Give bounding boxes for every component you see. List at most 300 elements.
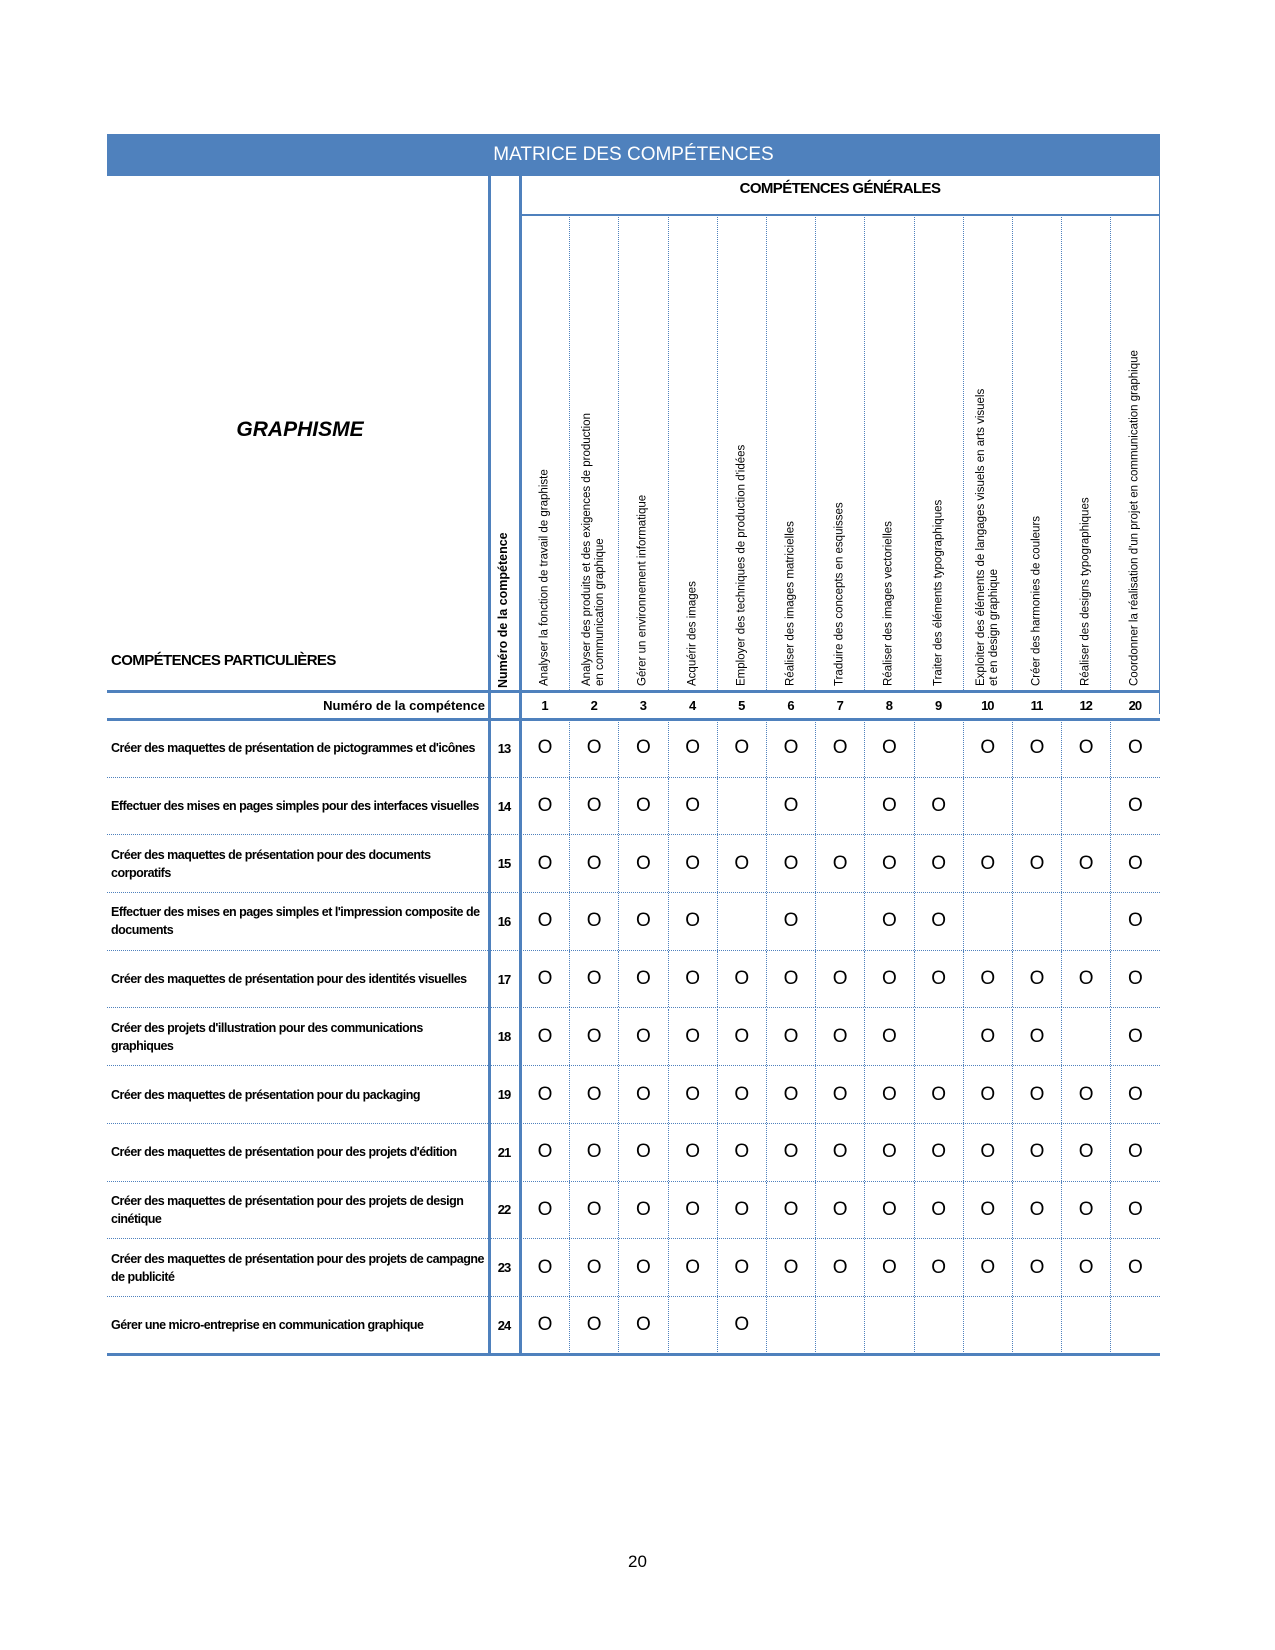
divider <box>1159 134 1160 714</box>
circle-mark-icon: O <box>980 1256 996 1278</box>
empty-cell <box>668 1297 717 1354</box>
circle-mark-icon: O <box>586 1025 602 1047</box>
circle-mark-icon: O <box>832 737 848 759</box>
mark-cell <box>963 1066 1012 1123</box>
mark-cell <box>668 1239 717 1296</box>
mark-cell <box>1012 1182 1061 1239</box>
mark-cell <box>717 951 766 1008</box>
program-name: GRAPHISME <box>236 418 364 441</box>
circle-mark-icon: O <box>586 1256 602 1278</box>
mark-cell <box>717 1297 766 1354</box>
mark-cell <box>1012 1124 1061 1181</box>
circle-mark-icon: O <box>832 968 848 990</box>
mark-cell <box>520 1297 569 1354</box>
divider <box>519 176 522 1356</box>
row-label: Créer des maquettes de présentation pour des identités visuelles <box>111 972 467 987</box>
circle-mark-icon: O <box>586 852 602 874</box>
column-header <box>520 215 569 690</box>
circle-mark-icon: O <box>882 910 897 932</box>
circle-mark-icon: O <box>1128 795 1143 817</box>
row-number: 16 <box>497 913 511 929</box>
table-row <box>107 1182 1160 1240</box>
circle-mark-icon: O <box>685 910 700 932</box>
circle-mark-icon: O <box>882 1025 897 1047</box>
circle-mark-icon: O <box>980 1141 996 1163</box>
mark-cell <box>1110 1182 1159 1239</box>
row-number: 24 <box>497 1317 511 1333</box>
circle-mark-icon: O <box>1078 1083 1094 1105</box>
row-number: 22 <box>497 1202 511 1218</box>
column-header <box>914 215 963 690</box>
circle-mark-icon: O <box>636 1314 651 1336</box>
mark-cell <box>1110 835 1159 892</box>
mark-cell <box>914 1239 963 1296</box>
mark-cell <box>864 778 913 835</box>
column-header-label: Acquérir des images <box>686 581 699 686</box>
circle-mark-icon: O <box>1029 1198 1045 1220</box>
mark-cell <box>914 1066 963 1123</box>
mark-cell <box>569 893 618 950</box>
circle-mark-icon: O <box>1128 910 1143 932</box>
mark-cell <box>914 951 963 1008</box>
circle-mark-icon: O <box>636 1025 651 1047</box>
mark-cell <box>815 1124 864 1181</box>
mark-cell <box>914 1182 963 1239</box>
circle-mark-icon: O <box>537 795 553 817</box>
mark-cell <box>668 951 717 1008</box>
row-label: Créer des maquettes de présentation pour des projets d'édition <box>111 1145 457 1160</box>
column-header <box>766 215 815 690</box>
mark-cell <box>569 1009 618 1066</box>
mark-cell <box>766 893 815 950</box>
table-row <box>107 1124 1160 1182</box>
circle-mark-icon: O <box>537 1083 553 1105</box>
column-header-label: Traiter des éléments typographiques <box>932 499 945 686</box>
empty-cell <box>1061 1009 1110 1066</box>
circle-mark-icon: O <box>636 910 651 932</box>
column-header <box>1061 215 1110 690</box>
circle-mark-icon: O <box>586 795 602 817</box>
mark-cell <box>520 778 569 835</box>
empty-cell <box>963 778 1012 835</box>
circle-mark-icon: O <box>734 1198 750 1220</box>
mark-cell <box>914 835 963 892</box>
circle-mark-icon: O <box>783 795 799 817</box>
column-header-label: Réaliser des designs typographiques <box>1079 497 1092 686</box>
row-label: Effectuer des mises en pages simples pour des interfaces visuelles <box>111 799 479 814</box>
empty-cell <box>815 1297 864 1354</box>
column-header <box>569 215 618 690</box>
mark-cell <box>766 1066 815 1123</box>
table-row <box>107 1239 1160 1297</box>
column-header <box>1110 215 1159 690</box>
circle-mark-icon: O <box>783 1198 799 1220</box>
circle-mark-icon: O <box>1078 737 1094 759</box>
circle-mark-icon: O <box>685 1083 700 1105</box>
mark-cell <box>520 893 569 950</box>
row-number: 13 <box>497 740 511 756</box>
mark-cell <box>766 1009 815 1066</box>
row-label: Créer des maquettes de présentation de pictogrammes et d'icônes <box>111 741 475 756</box>
circle-mark-icon: O <box>636 1198 651 1220</box>
empty-cell <box>1061 778 1110 835</box>
empty-cell <box>1012 778 1061 835</box>
circle-mark-icon: O <box>783 910 799 932</box>
mark-cell <box>569 778 618 835</box>
column-header <box>618 215 667 690</box>
mark-cell <box>717 835 766 892</box>
mark-cell <box>520 1066 569 1123</box>
circle-mark-icon: O <box>832 1083 848 1105</box>
column-number: 7 <box>836 698 843 713</box>
circle-mark-icon: O <box>1029 1083 1045 1105</box>
mark-cell <box>1012 835 1061 892</box>
column-header-label: Coordonner la réalisation d'un projet en communication graphique <box>1128 350 1141 686</box>
circle-mark-icon: O <box>882 1083 897 1105</box>
column-header-label: Employer des techniques de production d'idées <box>735 444 748 686</box>
circle-mark-icon: O <box>832 1141 848 1163</box>
circle-mark-icon: O <box>685 852 700 874</box>
column-header <box>815 215 864 690</box>
circle-mark-icon: O <box>636 1083 651 1105</box>
row-number: 14 <box>497 798 511 814</box>
row-number: 15 <box>497 856 511 872</box>
circle-mark-icon: O <box>1128 1141 1143 1163</box>
mark-cell <box>569 720 618 777</box>
circle-mark-icon: O <box>882 1141 897 1163</box>
circle-mark-icon: O <box>931 1198 946 1220</box>
circle-mark-icon: O <box>882 737 897 759</box>
mark-cell <box>1012 1009 1061 1066</box>
column-header <box>717 215 766 690</box>
mark-cell <box>668 720 717 777</box>
mark-cell <box>766 1239 815 1296</box>
column-number: 3 <box>639 698 646 713</box>
circle-mark-icon: O <box>1078 852 1094 874</box>
empty-cell <box>815 778 864 835</box>
mark-cell <box>520 1182 569 1239</box>
circle-mark-icon: O <box>1029 852 1045 874</box>
empty-cell <box>914 1009 963 1066</box>
circle-mark-icon: O <box>783 1083 799 1105</box>
circle-mark-icon: O <box>537 1141 553 1163</box>
mark-cell <box>1110 1066 1159 1123</box>
number-column-header <box>488 236 520 690</box>
divider <box>488 176 491 1356</box>
table-row <box>107 1009 1160 1067</box>
mark-cell <box>864 1239 913 1296</box>
mark-cell <box>1110 720 1159 777</box>
circle-mark-icon: O <box>636 1256 651 1278</box>
mark-cell <box>864 1066 913 1123</box>
circle-mark-icon: O <box>636 795 651 817</box>
circle-mark-icon: O <box>980 852 996 874</box>
circle-mark-icon: O <box>586 737 602 759</box>
empty-cell <box>1012 893 1061 950</box>
empty-cell <box>914 720 963 777</box>
circle-mark-icon: O <box>537 968 553 990</box>
mark-cell <box>520 835 569 892</box>
circle-mark-icon: O <box>783 1256 799 1278</box>
mark-cell <box>618 835 667 892</box>
empty-cell <box>1061 1297 1110 1354</box>
mark-cell <box>1110 951 1159 1008</box>
table-row <box>107 1066 1160 1124</box>
circle-mark-icon: O <box>1029 737 1045 759</box>
number-row-label: Numéro de la compétence <box>323 698 485 713</box>
circle-mark-icon: O <box>586 1314 602 1336</box>
circle-mark-icon: O <box>832 1025 848 1047</box>
circle-mark-icon: O <box>734 968 750 990</box>
mark-cell <box>815 720 864 777</box>
mark-cell <box>815 1066 864 1123</box>
mark-cell <box>668 835 717 892</box>
circle-mark-icon: O <box>586 968 602 990</box>
row-number: 19 <box>497 1087 511 1103</box>
row-number: 17 <box>497 971 511 987</box>
mark-cell <box>766 1182 815 1239</box>
circle-mark-icon: O <box>931 968 946 990</box>
mark-cell <box>520 720 569 777</box>
empty-cell <box>717 778 766 835</box>
mark-cell <box>717 1066 766 1123</box>
row-label: Gérer une micro-entreprise en communication graphique <box>111 1318 424 1333</box>
column-number: 4 <box>688 698 696 713</box>
circle-mark-icon: O <box>734 1256 750 1278</box>
mark-cell <box>815 1239 864 1296</box>
divider <box>107 718 1160 721</box>
circle-mark-icon: O <box>734 852 750 874</box>
circle-mark-icon: O <box>931 1083 946 1105</box>
mark-cell <box>864 720 913 777</box>
mark-cell <box>815 1009 864 1066</box>
empty-cell <box>1110 1297 1159 1354</box>
circle-mark-icon: O <box>537 1314 553 1336</box>
mark-cell <box>618 1297 667 1354</box>
circle-mark-icon: O <box>783 968 799 990</box>
row-label: Effectuer des mises en pages simples et l'impression composite de documents <box>111 905 480 938</box>
circle-mark-icon: O <box>882 852 897 874</box>
table-row <box>107 835 1160 893</box>
circle-mark-icon: O <box>685 1198 700 1220</box>
mark-cell <box>963 1124 1012 1181</box>
mark-cell <box>1061 1182 1110 1239</box>
circle-mark-icon: O <box>882 968 897 990</box>
circle-mark-icon: O <box>882 1256 897 1278</box>
mark-cell <box>618 1066 667 1123</box>
circle-mark-icon: O <box>931 1141 946 1163</box>
mark-cell <box>668 893 717 950</box>
circle-mark-icon: O <box>636 1141 651 1163</box>
mark-cell <box>1110 1009 1159 1066</box>
column-header-label: Traduire des concepts en esquisses <box>833 502 846 686</box>
circle-mark-icon: O <box>586 910 602 932</box>
mark-cell <box>1110 1239 1159 1296</box>
circle-mark-icon: O <box>1128 1083 1143 1105</box>
mark-cell <box>1012 1239 1061 1296</box>
circle-mark-icon: O <box>980 1198 996 1220</box>
circle-mark-icon: O <box>832 1198 848 1220</box>
table-row <box>107 778 1160 836</box>
mark-cell <box>569 1239 618 1296</box>
mark-cell <box>1110 1124 1159 1181</box>
column-number: 2 <box>590 698 597 713</box>
column-number: 9 <box>934 698 942 713</box>
particular-competencies-header: COMPÉTENCES PARTICULIÈRES <box>111 652 336 669</box>
circle-mark-icon: O <box>1128 968 1143 990</box>
empty-cell <box>864 1297 913 1354</box>
mark-cell <box>717 1182 766 1239</box>
empty-cell <box>766 1297 815 1354</box>
mark-cell <box>717 1124 766 1181</box>
circle-mark-icon: O <box>783 852 799 874</box>
circle-mark-icon: O <box>537 852 553 874</box>
circle-mark-icon: O <box>636 737 651 759</box>
mark-cell <box>569 1182 618 1239</box>
mark-cell <box>864 951 913 1008</box>
circle-mark-icon: O <box>734 1025 750 1047</box>
circle-mark-icon: O <box>1029 1256 1045 1278</box>
circle-mark-icon: O <box>783 737 799 759</box>
table-row <box>107 1297 1160 1355</box>
row-label: Créer des maquettes de présentation pour du packaging <box>111 1087 420 1102</box>
circle-mark-icon: O <box>537 910 553 932</box>
column-header <box>864 215 913 690</box>
mark-cell <box>914 1124 963 1181</box>
circle-mark-icon: O <box>931 795 946 817</box>
mark-cell <box>569 835 618 892</box>
mark-cell <box>569 951 618 1008</box>
circle-mark-icon: O <box>636 852 651 874</box>
circle-mark-icon: O <box>685 1256 700 1278</box>
circle-mark-icon: O <box>537 1025 553 1047</box>
mark-cell <box>815 1182 864 1239</box>
mark-cell <box>618 951 667 1008</box>
mark-cell <box>963 951 1012 1008</box>
mark-cell <box>815 951 864 1008</box>
mark-cell <box>1061 1239 1110 1296</box>
column-number: 12 <box>1079 698 1092 713</box>
table-row <box>107 893 1160 951</box>
mark-cell <box>766 1124 815 1181</box>
mark-cell <box>963 720 1012 777</box>
mark-cell <box>766 951 815 1008</box>
mark-cell <box>717 1239 766 1296</box>
mark-cell <box>668 1066 717 1123</box>
column-number: 1 <box>541 698 548 713</box>
column-header-label: Gérer un environnement informatique <box>636 494 649 686</box>
mark-cell <box>569 1297 618 1354</box>
circle-mark-icon: O <box>980 737 996 759</box>
table-row <box>107 720 1160 778</box>
mark-cell <box>618 778 667 835</box>
empty-cell <box>815 893 864 950</box>
column-header-label: Réaliser des images vectorielles <box>882 521 895 686</box>
column-number: 6 <box>787 698 794 713</box>
mark-cell <box>668 778 717 835</box>
column-header-label: Analyser des produits et des exigences de production en communication graphique <box>581 413 607 686</box>
empty-cell <box>914 1297 963 1354</box>
mark-cell <box>1061 1124 1110 1181</box>
circle-mark-icon: O <box>1128 1256 1143 1278</box>
circle-mark-icon: O <box>537 1198 553 1220</box>
column-header-label: Créer des harmonies de couleurs <box>1030 515 1043 686</box>
column-header <box>668 215 717 690</box>
circle-mark-icon: O <box>1128 737 1143 759</box>
mark-cell <box>668 1124 717 1181</box>
mark-cell <box>717 720 766 777</box>
mark-cell <box>668 1009 717 1066</box>
circle-mark-icon: O <box>832 1256 848 1278</box>
empty-cell <box>1012 1297 1061 1354</box>
mark-cell <box>766 720 815 777</box>
mark-cell <box>618 1009 667 1066</box>
circle-mark-icon: O <box>734 1141 750 1163</box>
mark-cell <box>1012 1066 1061 1123</box>
circle-mark-icon: O <box>783 1025 799 1047</box>
circle-mark-icon: O <box>1078 1141 1094 1163</box>
column-header-label: Exploiter des éléments de langages visuels en arts visuels et en design graphique <box>974 388 1000 686</box>
mark-cell <box>1061 1066 1110 1123</box>
circle-mark-icon: O <box>685 968 700 990</box>
circle-mark-icon: O <box>586 1198 602 1220</box>
circle-mark-icon: O <box>931 852 946 874</box>
empty-cell <box>963 893 1012 950</box>
row-number: 21 <box>497 1144 511 1160</box>
mark-cell <box>520 1009 569 1066</box>
column-header-label: Réaliser des images matricielles <box>784 521 797 686</box>
number-column-header-text: Numéro de la compétence <box>496 532 510 688</box>
mark-cell <box>1110 778 1159 835</box>
mark-cell <box>864 835 913 892</box>
page-number: 20 <box>628 1552 647 1571</box>
circle-mark-icon: O <box>882 1198 897 1220</box>
mark-cell <box>1012 951 1061 1008</box>
circle-mark-icon: O <box>980 1025 996 1047</box>
circle-mark-icon: O <box>685 737 700 759</box>
circle-mark-icon: O <box>734 1314 750 1336</box>
table-row <box>107 951 1160 1009</box>
circle-mark-icon: O <box>1128 1025 1143 1047</box>
mark-cell <box>618 1182 667 1239</box>
empty-cell <box>1061 893 1110 950</box>
mark-cell <box>520 1239 569 1296</box>
mark-cell <box>1110 893 1159 950</box>
divider <box>520 214 1160 216</box>
circle-mark-icon: O <box>636 968 651 990</box>
divider <box>107 690 1160 693</box>
column-header-label: Analyser la fonction de travail de graphiste <box>538 469 551 686</box>
column-number: 5 <box>738 698 745 713</box>
circle-mark-icon: O <box>1128 852 1143 874</box>
circle-mark-icon: O <box>685 795 700 817</box>
general-competencies-header: COMPÉTENCES GÉNÉRALES <box>739 180 941 197</box>
mark-cell <box>569 1124 618 1181</box>
circle-mark-icon: O <box>1029 968 1045 990</box>
circle-mark-icon: O <box>685 1141 700 1163</box>
circle-mark-icon: O <box>586 1141 602 1163</box>
mark-cell <box>1061 720 1110 777</box>
mark-cell <box>717 1009 766 1066</box>
circle-mark-icon: O <box>1029 1141 1045 1163</box>
column-header <box>1012 215 1061 690</box>
mark-cell <box>914 778 963 835</box>
mark-cell <box>520 951 569 1008</box>
column-number: 20 <box>1128 698 1142 713</box>
circle-mark-icon: O <box>1078 1256 1094 1278</box>
mark-cell <box>963 1182 1012 1239</box>
mark-cell <box>569 1066 618 1123</box>
